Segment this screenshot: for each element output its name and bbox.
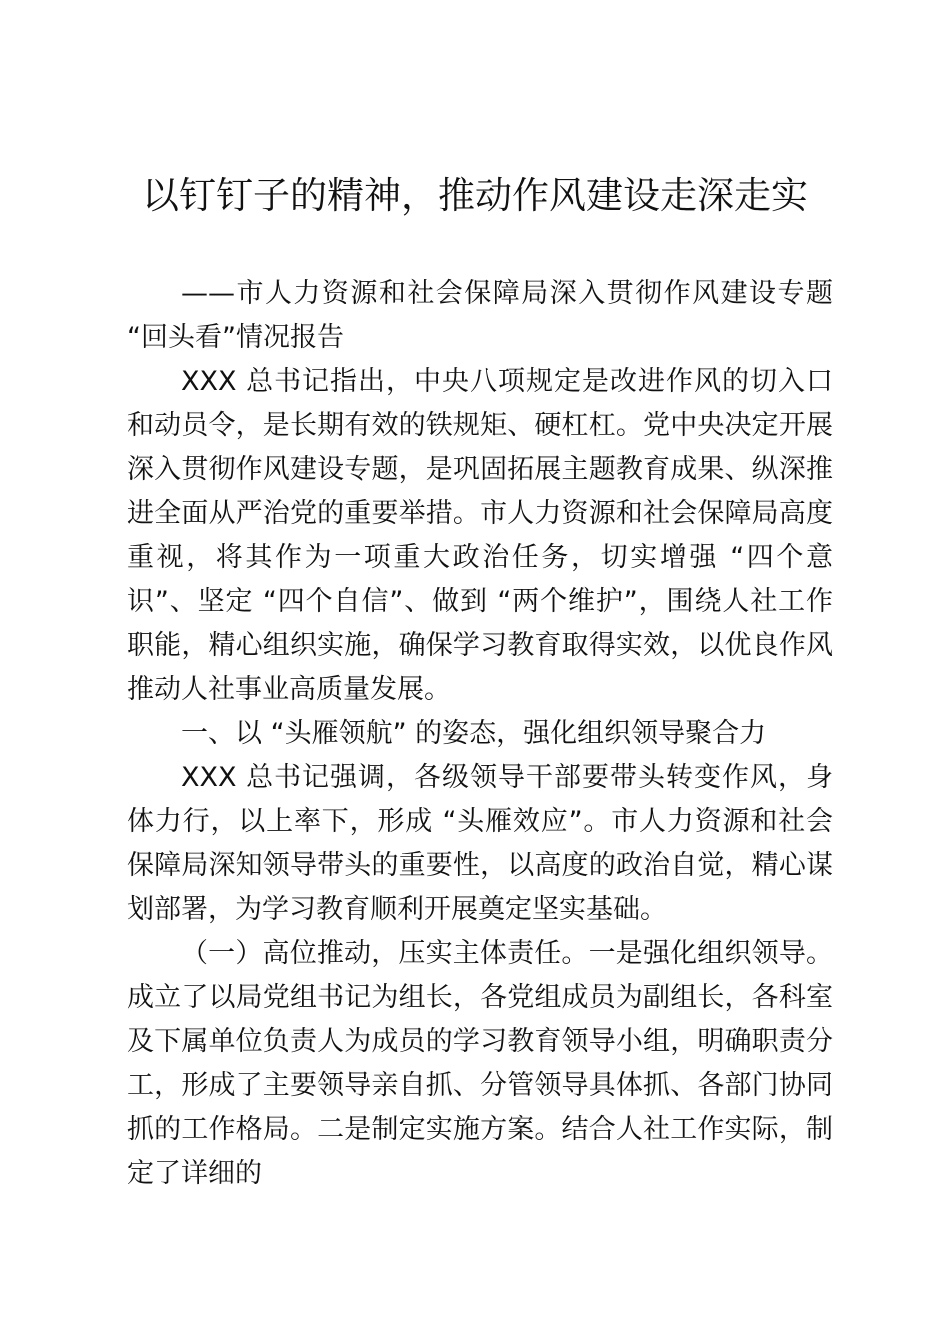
section-heading-1: 一、以 “头雁领航” 的姿态，强化组织领导聚合力 xyxy=(181,718,767,749)
document-title: 以钉钉子的精神，推动作风建设走深走实 xyxy=(142,174,808,217)
document-subtitle: ——市人力资源和社会保障局深入贯彻作风建设专题 “回头看”情况报告 xyxy=(127,278,833,353)
section-1-paragraph: XXX 总书记强调，各级领导干部要带头转变作风，身体力行，以上率下，形成 “头雁效应”。市人力资源和社会保障局深知领导带头的重要性，以高度的政治自觉，精心谋划部署，为学习教育顺利开展奠定坚实基础。 xyxy=(127,762,833,925)
document-body xyxy=(127,272,833,1196)
intro-paragraph: XXX 总书记指出，中央八项规定是改进作风的切入口和动员令，是长期有效的铁规矩、硬杠杠。党中央决定开展深入贯彻作风建设专题，是巩固拓展主题教育成果、纵深推进全面从严治党的重要举措。市人力资源和社会保障局高度重视，将其作为一项重大政治任务，切实增强 “四个意识”、坚定 “四个自信”、做到 “两个维护”，围绕人社工作职能，精心组织实施，确保学习教育取得实效，以优良作风推动人社事业高质量发展。 xyxy=(127,366,833,705)
subsection-1-paragraph: （一）高位推动，压实主体责任。一是强化组织领导。成立了以局党组书记为组长，各党组成员为副组长，各科室及下属单位负责人为成员的学习教育领导小组，明确职责分工，形成了主要领导亲自抓、分管领导具体抓、各部门协同抓的工作格局。二是制定实施方案。结合人社工作实际，制定了详细的 xyxy=(127,938,833,1189)
